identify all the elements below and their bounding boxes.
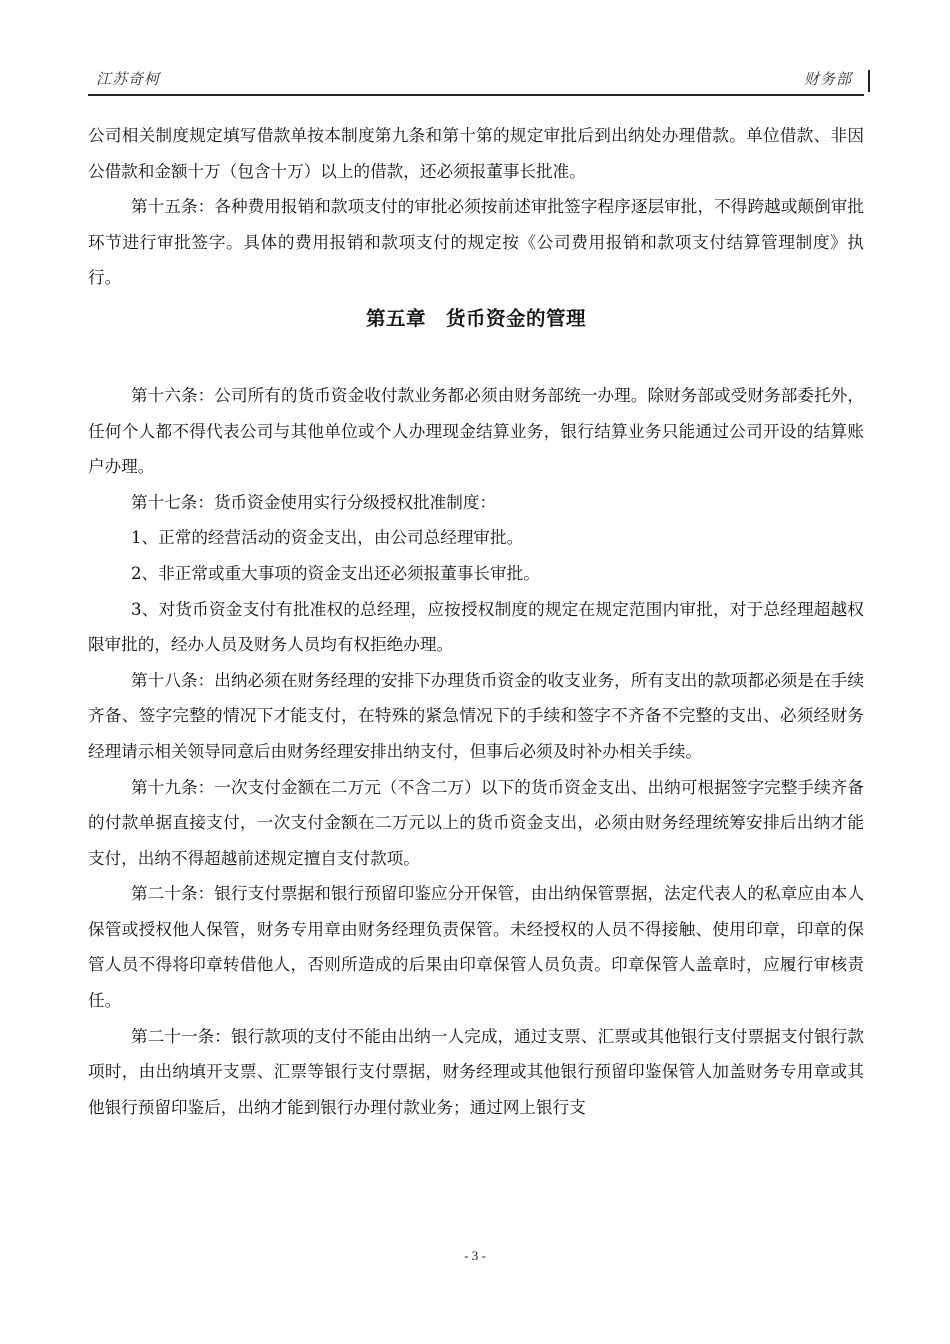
document-body [88, 118, 864, 1125]
paragraph-article-17: 第十七条：货币资金使用实行分级授权批准制度： [131, 492, 497, 512]
paragraph-article-16: 第十六条：公司所有的货币资金收付款业务都必须由财务部统一办理。除财务部或受财务部委托外，任何个人都不得代表公司与其他单位或个人办理现金结算业务，银行结算业务只能通过公司开设的结算账户办理。 [88, 385, 864, 477]
paragraph-article-21: 第二十一条：银行款项的支付不能由出纳一人完成，通过支票、汇票或其他银行支付票据支付银行款项时，由出纳填开支票、汇票等银行支付票据，财务经理或其他银行预留印鉴保管人加盖财务专用章或其他银行预留印鉴后，出纳才能到银行办理付款业务；通过网上银行支 [88, 1026, 864, 1117]
header-corner-mark [868, 70, 870, 92]
paragraph-article-15: 第十五条：各种费用报销和款项支付的审批必须按前述审批签字程序逐层审批，不得跨越或颠倒审批环节进行审批签字。具体的费用报销和款项支付的规定按《公司费用报销和款项支付结算管理制度》执行。 [88, 197, 864, 288]
paragraph-item-1: 1、正常的经营活动的资金支出，由公司总经理审批。 [131, 528, 524, 548]
paragraph-continuation: 公司相关制度规定填写借款单按本制度第九条和第十第的规定审批后到出纳处办理借款。单位借款、非因公借款和金额十万（包含十万）以上的借款，还必须报董事长批准。 [88, 126, 864, 181]
paragraph-item-3: 3、对货币资金支付有批准权的总经理，应按授权制度的规定在规定范围内审批，对于总经理超越权限审批的，经办人员及财务人员均有权拒绝办理。 [88, 599, 864, 655]
header-company: 江苏奇柯 [96, 70, 161, 88]
paragraph-article-20: 第二十条：银行支付票据和银行预留印鉴应分开保管，由出纳保管票据，法定代表人的私章应由本人保管或授权他人保管，财务专用章由财务经理负责保管。未经授权的人员不得接触、使用印章，印章的保管人员不得将印章转借他人，否则所造成的后果由印章保管人员负责。印章保管人盖章时，应履行审核责任。 [88, 884, 864, 1011]
page-header [88, 64, 870, 92]
paragraph-article-19: 第十九条：一次支付金额在二万元（不含二万）以下的货币资金支出、出纳可根据签字完整手续齐备的付款单据直接支付，一次支付金额在二万元以上的货币资金支出，必须由财务经理统筹安排后出纳才能支付，出纳不得超越前述规定擅自支付款项。 [88, 777, 864, 868]
page-number: - 3 - [464, 1248, 486, 1263]
paragraph-item-2: 2、非正常或重大事项的资金支出还必须报董事长审批。 [131, 563, 540, 583]
chapter-title: 第五章 货币资金的管理 [365, 306, 586, 330]
header-department: 财务部 [803, 70, 852, 88]
paragraph-article-18: 第十八条：出纳必须在财务经理的安排下办理货币资金的收支业务，所有支出的款项都必须是在手续齐备、签字完整的情况下才能支付，在特殊的紧急情况下的手续和签字不齐备不完整的支出、必须经财务经理请示相关领导同意后由财务经理安排出纳支付，但事后必须及时补办相关手续。 [88, 670, 864, 761]
header-rule [88, 94, 864, 96]
